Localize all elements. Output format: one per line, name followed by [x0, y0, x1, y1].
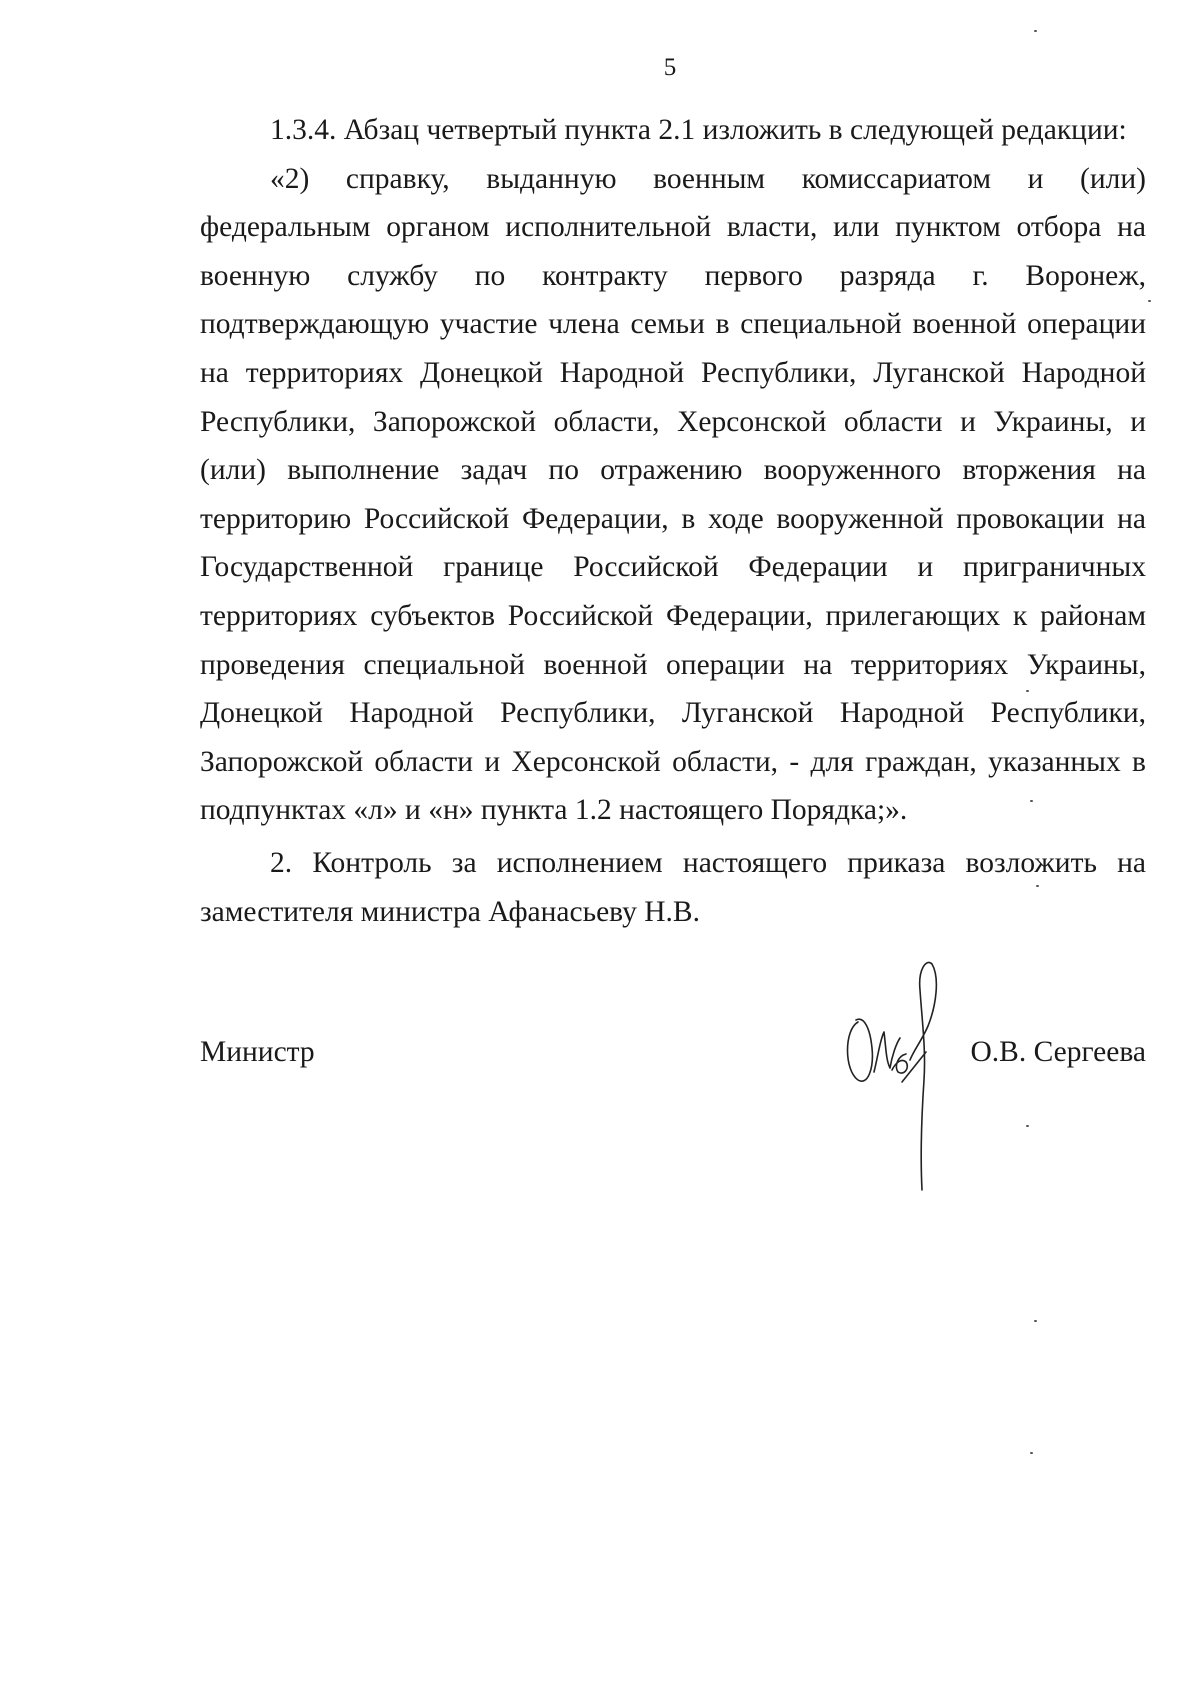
scan-speck: [1030, 800, 1033, 802]
scan-speck: [1026, 1125, 1029, 1127]
document-body: [200, 106, 1146, 936]
page-number: 5: [663, 54, 677, 81]
scan-speck: [1030, 1452, 1033, 1454]
signature-block: [200, 1022, 1146, 1082]
scan-speck: [1026, 690, 1029, 692]
paragraph-quoted-amendment: «2) справку, выданную военным комиссариатом и (или) федеральным органом исполнительной власти, или пунктом отбора на военную службу по контракту первого разряда г. Воронеж, подтверждающую участие члена семьи в специальной военной операции на территориях Донецкой Народной Республики, Луганской Народной Республики, Запорожской области, Херсонской области и Украины, и (или) выполнение задач по отражению вооруженного вторжения на территорию Российской Федерации, в ходе вооруженной провокации на Государственной границе Российской Федерации и приграничных территориях субъектов Российской Федерации, прилегающих к районам проведения специальной военной операции на территориях Украины, Донецкой Народной Республики, Луганской Народной Республики, Запорожской области и Херсонской области, - для граждан, указанных в подпунктах «л» и «н» пункта 1.2 настоящего Порядка;».: [200, 162, 1146, 827]
paragraph-control-clause: 2. Контроль за исполнением настоящего приказа возложить на заместителя министра Афанасьеву Н.В.: [200, 846, 1146, 928]
signer-name: О.В. Сергеева: [970, 1036, 1146, 1068]
scan-speck: [1036, 885, 1039, 887]
scan-speck: [1034, 1320, 1037, 1322]
scan-speck: [1034, 30, 1037, 32]
handwritten-signature: [840, 960, 990, 1200]
paragraph-1-3-4: 1.3.4. Абзац четвертый пункта 2.1 изложить в следующей редакции:: [270, 114, 1127, 146]
signer-position: Министр: [200, 1036, 315, 1068]
scan-speck: [1148, 300, 1151, 302]
